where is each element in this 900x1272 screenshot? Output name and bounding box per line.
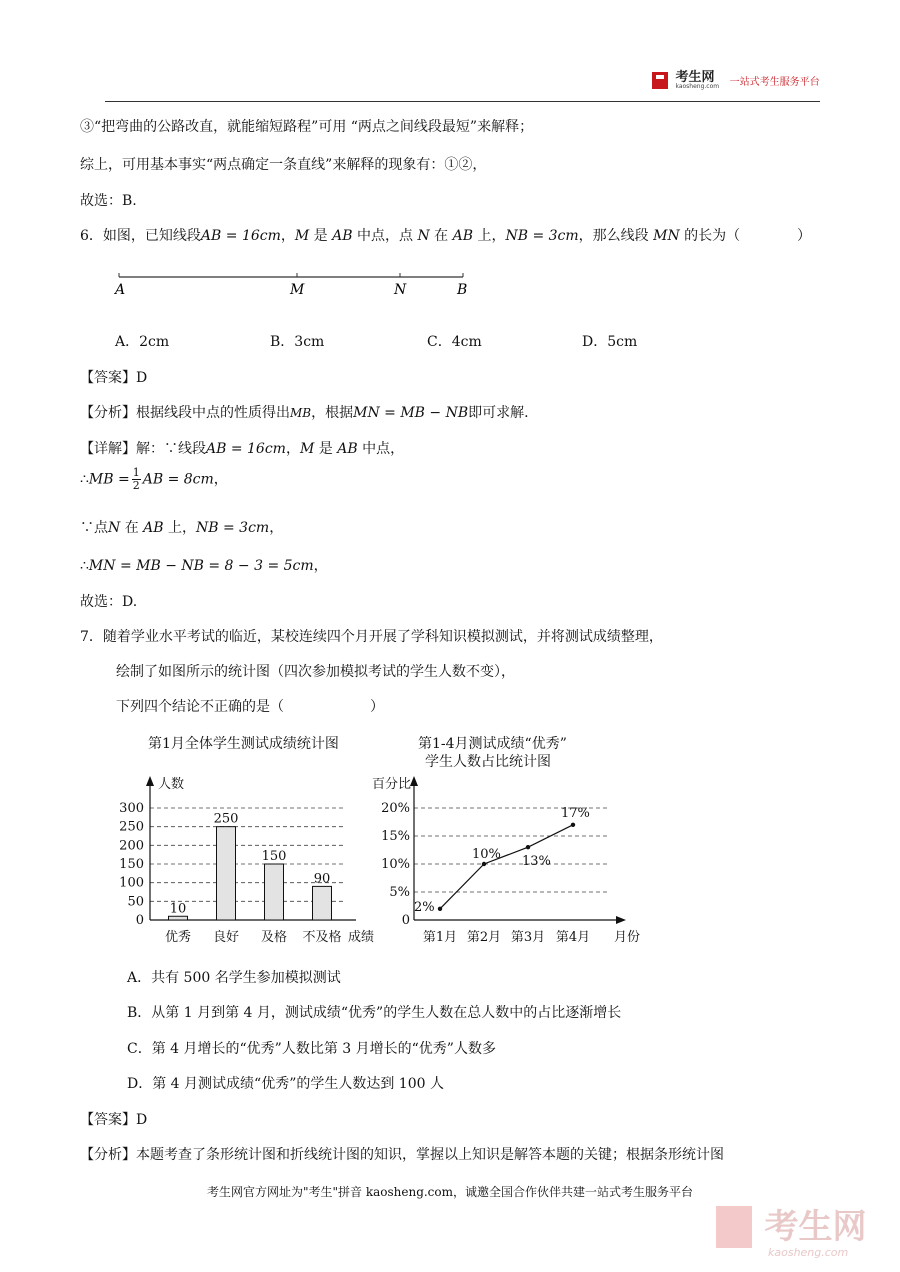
q7-option-d: D．第 4 月测试成绩“优秀”的学生人数达到 100 人 [127,1076,444,1092]
watermark-name: 考生网 [764,1207,867,1247]
line-y-axis-label: 百分比 [372,777,412,792]
bar-y-tick-label: 0 [135,913,144,928]
line-category-label: 第1月 [422,930,458,945]
line-category-label: 第4月 [555,930,591,945]
line-y-tick-label: 5% [389,885,410,900]
q6-option-a: A．2cm [115,334,170,350]
bar-y-tick-label: 50 [127,894,144,910]
watermark-url: kaosheng.com [768,1246,849,1259]
line-point [438,907,442,911]
q7-option-c: C．第 4 月增长的“优秀”人数比第 3 月增长的“优秀”人数多 [127,1041,496,1057]
bar-y-tick-label: 300 [119,801,144,816]
bar-chart [110,770,390,950]
slogan: 一站式考生服务平台 [729,76,820,88]
q7-number: 7． [80,629,103,645]
logo-name: 考生网 [675,70,715,85]
q6-detail-4: ∴MN = MB − NB = 8 − 3 = 5cm， [80,558,328,574]
q6-detail-1: 【详解】解：∵线段AB = 16cm，M 是 AB 中点， [80,441,405,457]
q7-analysis: 【分析】本题考查了条形统计图和折线统计图的知识，掌握以上知识是解答本题的关键；根据条形统计图 [80,1147,724,1163]
bar-value-label: 90 [313,871,331,887]
line-category-label: 第3月 [510,930,546,945]
bar-value-label: 150 [261,849,287,864]
bar-y-tick-label: 100 [119,875,144,891]
line-chart [370,770,670,950]
q6-choice: 故选：D. [80,594,138,610]
q6-stem: 6．如图，已知线段AB = 16cm，M 是 AB 中点，点 N 在 AB 上，NB = 3cm，那么线段 MN 的长为（ [80,228,741,244]
bar-y-arrow [146,776,154,786]
line-x-arrow [616,916,626,924]
line-chart-title-1: 第1-4月测试成绩“优秀” [418,736,567,752]
line-chart-title-2: 学生人数占比统计图 [425,754,551,770]
q7-stem-3-close: ） [370,699,384,715]
q7-option-b: B．从第 1 月到第 4 月，测试成绩“优秀”的学生人数在总人数中的占比逐渐增长 [127,1005,622,1021]
bar-category-label: 优秀 [164,930,192,945]
header-divider [105,101,820,102]
q6-number: 6． [80,228,103,244]
q6-stem-close: ） [797,228,811,244]
line-value-label: 17% [561,805,590,821]
bar [265,864,284,920]
line-y-tick-label: 0 [401,913,410,928]
watermark [716,1206,867,1259]
q7-answer: 【答案】D [80,1112,148,1128]
line-value-label: 10% [472,847,501,862]
line-series [440,825,573,909]
q6-answer: 【答案】D [80,370,148,386]
q6-option-b: B．3cm [270,334,325,350]
q7-stem-3: 下列四个结论不正确的是（ [116,699,284,715]
line-point [571,823,575,827]
q7-stem-1: 7．随着学业水平考试的临近，某校连续四个月开展了学科知识模拟测试，并将测试成绩整理， [80,629,663,645]
fraction-half: $\frac{1}{2}$ [132,466,140,492]
bar-y-tick-label: 150 [119,857,144,872]
q5-choice: 故选：B. [80,193,137,209]
bar-x-axis-label: 成绩 [348,930,375,945]
bar-chart-title: 第1月全体学生测试成绩统计图 [148,736,339,752]
bar-y-tick-label: 200 [119,838,144,854]
bar-value-label: 250 [213,811,239,827]
q7-option-a: A．共有 500 名学生参加模拟测试 [127,970,341,986]
segment-figure [110,265,480,300]
bar [169,916,188,920]
line-category-label: 第2月 [466,930,502,945]
q6-option-c: C．4cm [427,334,482,350]
point-label-n: N [394,282,407,298]
q6-option-d: D．5cm [582,334,638,350]
brand-logo [652,70,820,90]
line-value-label: 2% [414,899,435,915]
bar-category-label: 及格 [260,930,288,945]
bar-category-label: 不及格 [302,930,342,945]
q6-analysis: 【分析】根据线段中点的性质得出MB，根据MN = MB − NB即可求解. [80,405,529,421]
bar-category-label: 良好 [212,930,240,945]
bar-y-axis-label: 人数 [158,777,185,792]
line-point [482,862,486,866]
bar [313,886,332,920]
logo-icon [652,72,668,89]
watermark-logo-icon [716,1206,752,1248]
line-y-tick-label: 20% [381,801,410,816]
point-label-m: M [290,282,305,298]
line-value-label: 13% [522,854,551,870]
bar [217,827,236,920]
point-label-b: B [457,282,468,298]
q6-detail-3: ∵点N 在 AB 上，NB = 3cm， [80,520,284,536]
footer-text: 考生网官方网址为"考生"拼音 kaosheng.com，诚邀全国合作伙伴共建一站式考生服务平台 [206,1185,694,1199]
line-y-tick-label: 10% [381,857,410,872]
q6-detail-2: ∴MB = $\frac{1}{2}$ AB = 8cm， [80,466,228,492]
line-point [526,845,530,849]
q7-stem-2: 绘制了如图所示的统计图（四次参加模拟考试的学生人数不变）， [116,664,515,680]
line-y-arrow [410,776,418,786]
point-label-a: A [115,282,126,298]
line-y-tick-label: 15% [381,829,410,844]
line-x-axis-label: 月份 [614,930,641,945]
q5-summary: 综上，可用基本事实“两点确定一条直线”来解释的现象有：①②， [80,157,487,173]
bar-value-label: 10 [169,901,187,917]
q5-line3: ③“把弯曲的公路改直，就能缩短路程”可用 “两点之间线段最短”来解释； [80,119,534,135]
bar-y-tick-label: 250 [119,819,144,835]
logo-url: kaosheng.com [675,83,720,90]
